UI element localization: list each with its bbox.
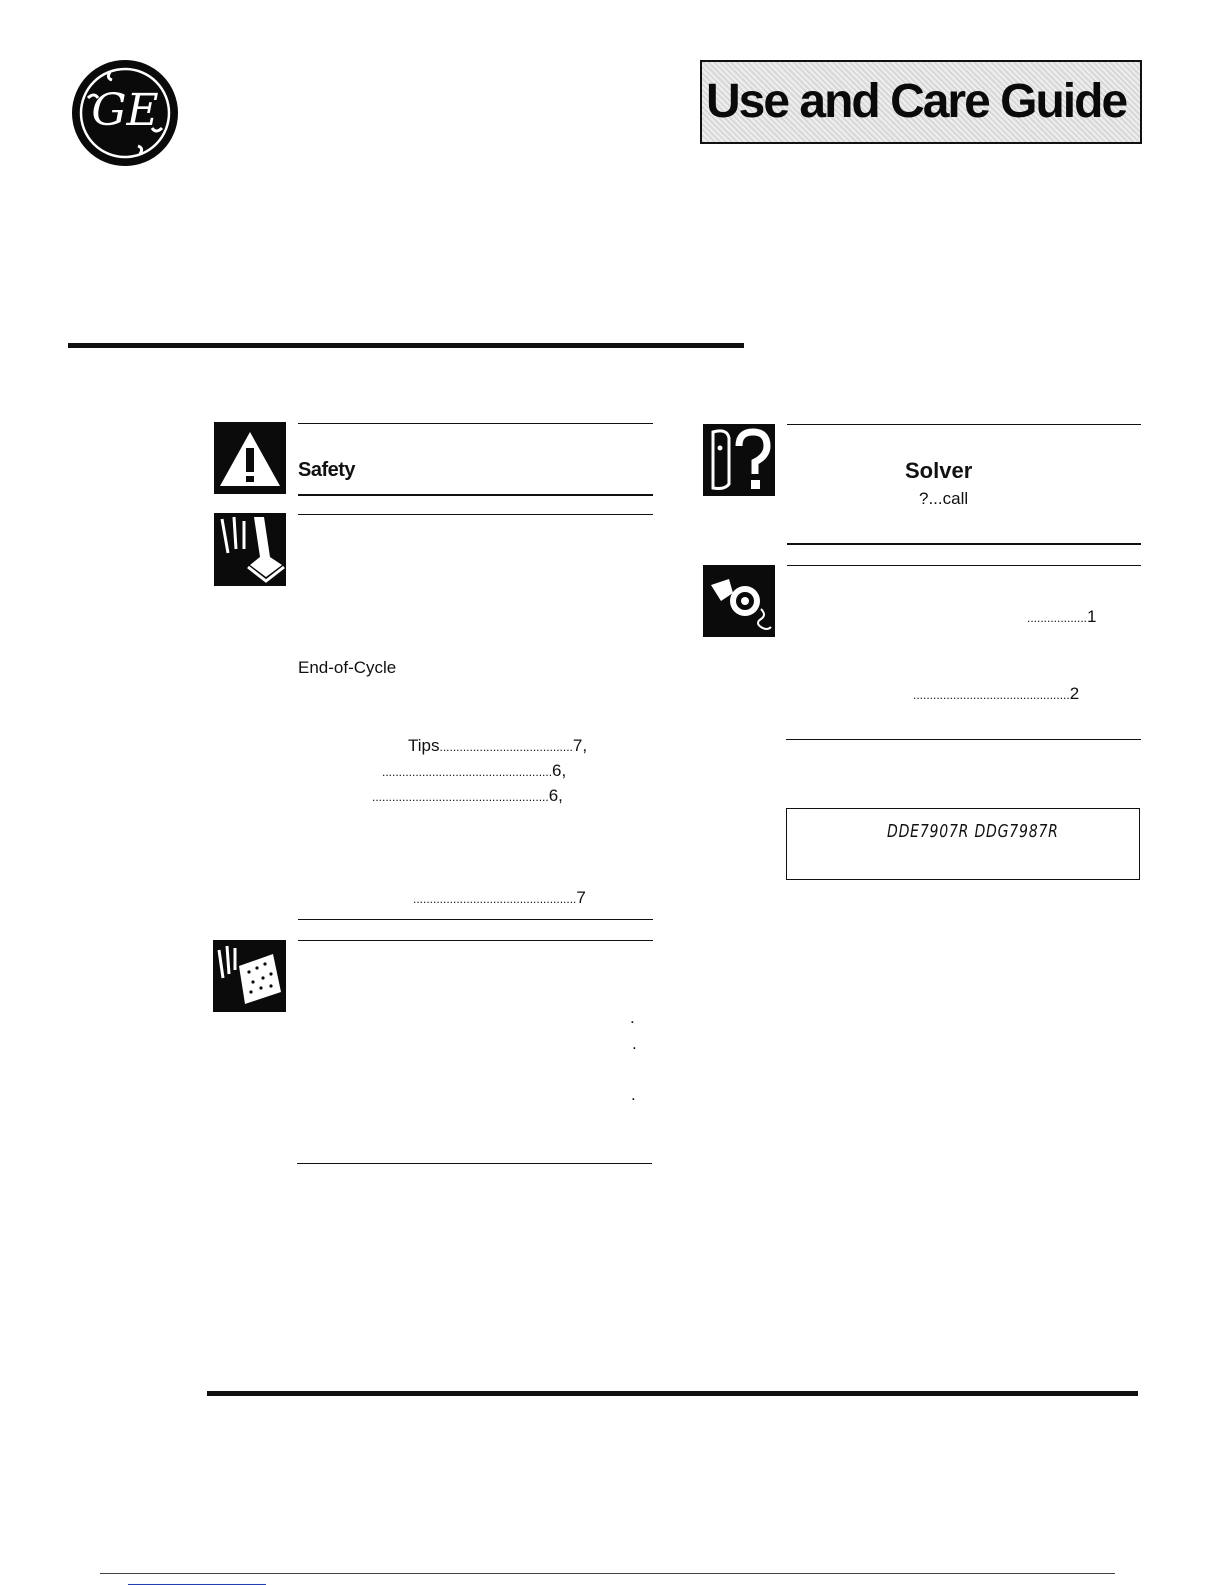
- problem-solver-subtitle: ?...call: [919, 489, 969, 508]
- toc-leader-dots: ..................: [1027, 611, 1088, 625]
- model-numbers-box: [786, 808, 1140, 880]
- toc-entry-tips[interactable]: [408, 736, 587, 756]
- toc-page-number: 1: [1087, 607, 1097, 626]
- toc-leader-dots: ........................................: [439, 740, 573, 754]
- footer-rule: [207, 1391, 1138, 1396]
- page-bottom-rule: [100, 1573, 1115, 1574]
- warning-triangle-icon: [214, 422, 286, 494]
- toc-entry[interactable]: [1027, 607, 1096, 627]
- list-item-dot: .: [632, 1034, 637, 1053]
- hand-with-sponge-icon: [213, 940, 286, 1012]
- toc-page-number: 7,: [572, 736, 588, 755]
- toc-leader-dots: ...................................................: [382, 765, 553, 779]
- section-rule: [298, 940, 653, 941]
- toc-entry[interactable]: [372, 786, 563, 806]
- section-rule: [297, 1163, 652, 1164]
- list-item-dot: .: [630, 1008, 635, 1027]
- toc-page-number: 6,: [548, 786, 563, 805]
- toc-entry-label: Tips: [408, 736, 440, 755]
- problem-solver-title[interactable]: Solver: [905, 458, 973, 483]
- ge-logo-lettering: GE: [91, 85, 159, 136]
- model-numbers: DDE7907R DDG7987R: [887, 821, 1059, 842]
- toc-entry[interactable]: [413, 888, 586, 908]
- header-rule: [68, 343, 744, 348]
- section-rule: [787, 424, 1141, 425]
- section-rule: [298, 494, 653, 496]
- section-rule: [298, 514, 653, 515]
- section-rule: [787, 543, 1141, 545]
- ge-logo-icon: [70, 58, 180, 168]
- toc-leader-dots: ...............................................: [913, 688, 1070, 702]
- end-of-cycle-label[interactable]: End-of-Cycle: [298, 658, 397, 677]
- toc-page-number: 7: [576, 888, 586, 907]
- hand-pressing-button-icon: [214, 513, 286, 586]
- section-rule: [786, 739, 1141, 740]
- section-rule: [787, 565, 1141, 566]
- toc-leader-dots: .....................................................: [372, 790, 549, 804]
- face-question-mark-icon: [703, 424, 775, 496]
- list-item-dot: .: [631, 1085, 636, 1104]
- guide-title: Use and Care Guide: [706, 75, 1127, 128]
- use-and-care-guide-banner: [700, 60, 1142, 144]
- section-rule: [298, 919, 653, 920]
- safety-title[interactable]: Safety: [298, 459, 356, 481]
- toc-entry[interactable]: [382, 761, 566, 781]
- toc-entry[interactable]: [913, 684, 1079, 704]
- toc-page-number: 6,: [552, 761, 567, 780]
- telephone-icon: [703, 565, 775, 637]
- toc-page-number: 2: [1069, 684, 1080, 703]
- section-rule: [298, 423, 653, 424]
- toc-leader-dots: .................................................: [413, 892, 577, 906]
